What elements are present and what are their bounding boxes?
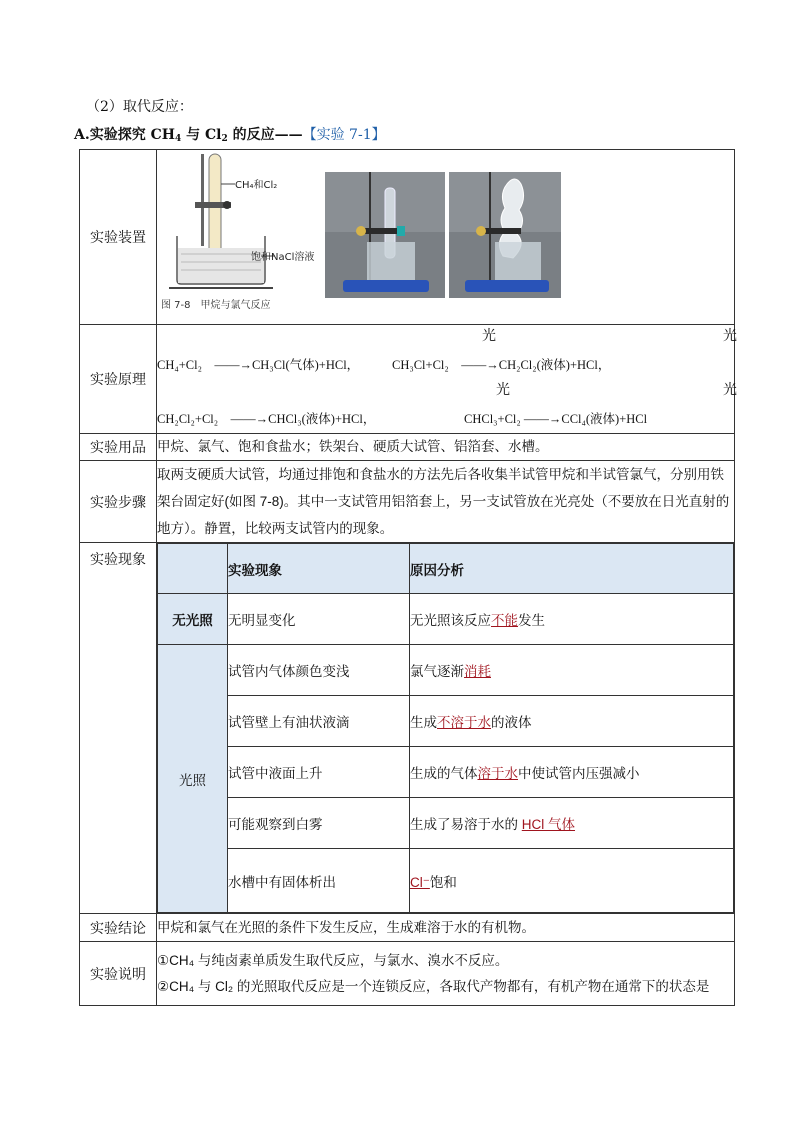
phenomena-cell — [157, 543, 735, 914]
header-blank — [158, 544, 228, 594]
header-reason: 原因分析 — [410, 544, 734, 594]
experiment-heading: A.实验探究 $CH_4$ 与 $Cl_2$ 的反应——【实验 7-1】 — [74, 127, 386, 144]
answer-blank: 消耗 — [464, 664, 491, 679]
phenomenon-cell: 无明显变化 — [228, 594, 410, 645]
experiment-table — [79, 149, 735, 1006]
label-nacl-solution: 饱和NaCl溶液 — [251, 252, 315, 263]
steps-text: 取两支硬质大试管，均通过排饱和食盐水的方法先后各收集半试管甲烷和半试管氯气，分别用铁架台固定好(如图 7-8)。其中一支试管用铝箔套上，另一支试管放在光亮处（不要放在日光直射的地方）。静置，比较两支试管内的现象。 — [157, 461, 735, 543]
note-2: ②CH₄ 与 Cl₂ 的光照取代反应是一个连锁反应，各取代产物都有，有机产物在通常下的状态是 — [157, 978, 710, 994]
experiment-reference: 【实验 7-1】 — [302, 127, 386, 143]
equation-4: CHCl₃+Cl₂ ——→CCl₄(液体)+HCl — [464, 412, 648, 426]
equation-1: CH₄+Cl₂ ——→CH₃Cl(气体)+HCl， — [157, 358, 360, 372]
row-label-phenomena: 实验现象 — [80, 543, 157, 914]
row-label-conclusion: 实验结论 — [80, 914, 157, 942]
photo-light-tube — [449, 172, 561, 298]
row-label-materials: 实验用品 — [80, 434, 157, 461]
condition-light-3: 光 — [496, 381, 510, 397]
table-row — [158, 849, 734, 913]
row-label-steps: 实验步骤 — [80, 461, 157, 543]
table-row — [158, 594, 734, 645]
answer-blank: HCl 气体 — [521, 817, 576, 832]
reason-cell: 生成不溶于水的液体 — [410, 696, 734, 747]
row-label-principle: 实验原理 — [80, 325, 157, 434]
notes-cell — [157, 942, 735, 1006]
label-ch4-cl2: CH₄和Cl₂ — [235, 180, 278, 191]
note-1: ①CH₄ 与纯卤素单质发生取代反应，与氯水、溴水不反应。 — [157, 952, 509, 968]
answer-blank: 不溶于水 — [437, 715, 491, 730]
heading-text: A.实验探究 CH — [74, 127, 175, 143]
conclusion-text: 甲烷和氯气在光照的条件下发生反应，生成难溶于水的有机物。 — [157, 914, 735, 942]
row-label-apparatus: 实验装置 — [80, 150, 157, 325]
reason-cell: Cl⁻饱和 — [410, 849, 734, 913]
heading-text-suffix: 的反应—— — [227, 127, 303, 143]
condition-light: 光照 — [158, 645, 228, 913]
header-phenomenon: 实验现象 — [228, 544, 410, 594]
reason-cell: 氯气逐渐消耗 — [410, 645, 734, 696]
photo-dark-tube — [325, 172, 445, 298]
table-row — [158, 798, 734, 849]
phenomenon-cell: 试管壁上有油状液滴 — [228, 696, 410, 747]
condition-no-light: 无光照 — [158, 594, 228, 645]
table-row — [158, 696, 734, 747]
condition-light-2: 光 — [723, 327, 737, 343]
phenomenon-cell: 水槽中有固体析出 — [228, 849, 410, 913]
table-row — [158, 645, 734, 696]
answer-blank: Cl⁻ — [410, 874, 430, 890]
phenomenon-cell: 试管中液面上升 — [228, 747, 410, 798]
answer-blank: 不能 — [491, 613, 518, 628]
phenomenon-cell: 可能观察到白雾 — [228, 798, 410, 849]
answer-blank: 溶于水 — [477, 766, 518, 781]
apparatus-figure — [157, 150, 737, 320]
materials-text: 甲烷、氯气、饱和食盐水；铁架台、硬质大试管、铝箔套、水槽。 — [157, 434, 735, 461]
condition-light-1: 光 — [482, 327, 496, 343]
equation-3: CH₂Cl₂+Cl₂ ——→CHCl₃(液体)+HCl， — [157, 412, 376, 426]
row-label-notes: 实验说明 — [80, 942, 157, 1006]
equation-2: CH₃Cl+Cl₂ ——→CH₂Cl₂(液体)+HCl， — [392, 358, 611, 372]
figure-caption: 图 7-8 甲烷与氯气反应 — [161, 300, 271, 311]
table-row — [158, 747, 734, 798]
phenomenon-cell: 试管内气体颜色变浅 — [228, 645, 410, 696]
condition-light-4: 光 — [723, 381, 737, 397]
apparatus-cell — [157, 150, 735, 325]
reason-cell: 生成的气体溶于水中使试管内压强减小 — [410, 747, 734, 798]
principle-cell — [157, 325, 735, 434]
reason-cell: 生成了易溶于水的 HCl 气体 — [410, 798, 734, 849]
section-title: （2）取代反应： — [86, 99, 193, 115]
heading-text-mid: 与 Cl — [181, 127, 222, 143]
apparatus-diagram — [161, 152, 314, 311]
reason-cell: 无光照该反应不能发生 — [410, 594, 734, 645]
phenomena-table — [157, 543, 734, 913]
